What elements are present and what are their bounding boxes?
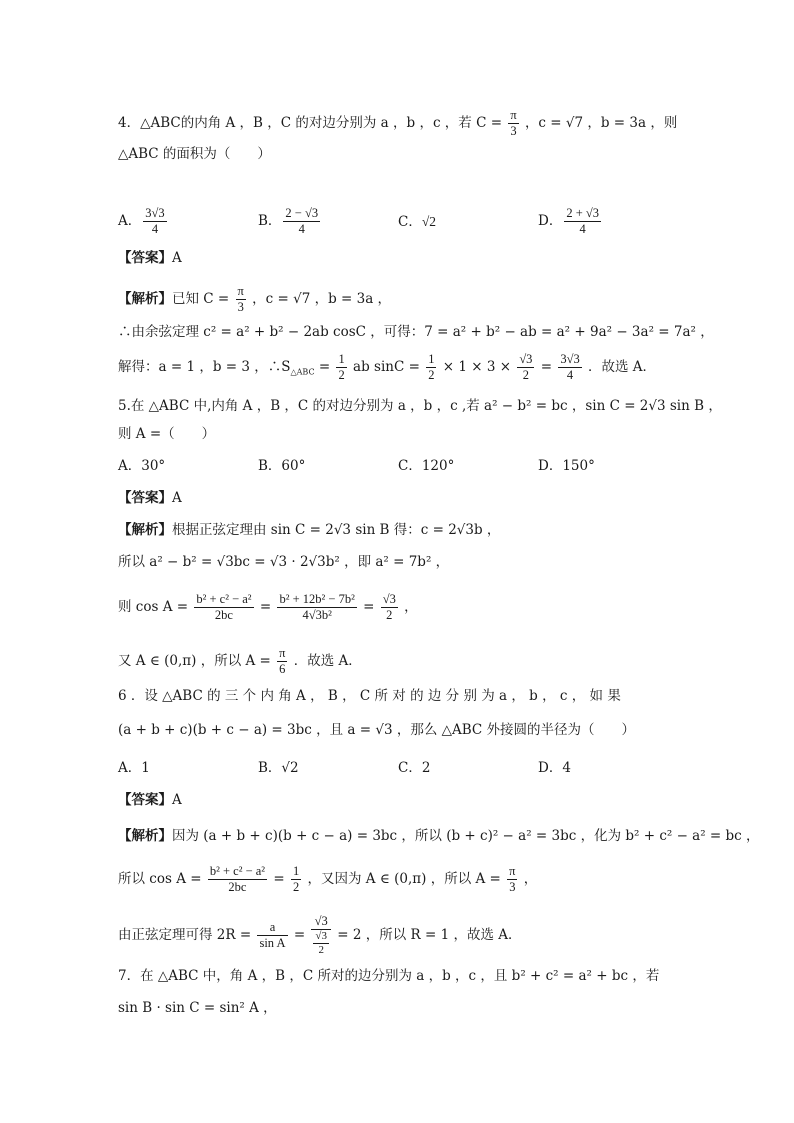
q5-stem-line2: 则 A =（ ） <box>118 426 216 442</box>
q6-option-d: D．4 <box>538 760 571 776</box>
q5-analysis-line4: 又 A ∈ (0,π) ，所以 A = $\frac{\pi}{6}$ ．故选 A． <box>118 646 362 676</box>
q4-option-d: D． $\frac{2 + √3}{4}$ <box>538 206 599 236</box>
q6-option-c: C．2 <box>398 760 431 776</box>
q7-stem-line2: sin B · sin C = sin² A ， <box>118 1000 277 1016</box>
q6-analysis-line1: 【解析】因为 (a + b + c)(b + c − a) = 3bc ，所以 (b + c)² − a² = 3bc ，化为 b² + c² − a² = bc ， <box>118 828 760 844</box>
q5-option-a: A．30° <box>118 458 166 474</box>
q5-option-b: B．60° <box>258 458 306 474</box>
q5-analysis-line2: 所以 a² − b² = √3bc = √3 · 2√3b² ，即 a² = 7b² ， <box>118 554 450 570</box>
q5-analysis-line1: 【解析】根据正弦定理由 sin C = 2√3 sin B 得：c = 2√3b ， <box>118 522 501 538</box>
q4-analysis-line3: 解得：a = 1 ，b = 3 ，$\therefore S_{\triangle ABC}$ = $\frac{1}{2}$ ab sinC = $\frac{1}{2}$ × 1 × 3 × $\frac{√3}{2}$ = $\frac{3√3}{4}$ ．故选 A． <box>118 352 657 382</box>
q4-stem-line2: △ABC 的面积为（ ） <box>118 146 271 162</box>
q4-analysis-line1: 【解析】已知 C = $\frac{\pi}{3}$ ，c = √7 ，b = 3a ， <box>118 284 392 314</box>
q4-stem-line1 <box>118 108 677 139</box>
q5-analysis-line3: 则 cos A = $\frac{\text{b² + c² − a²}}{2bc}$ = $\frac{\text{b² + 12b² − 7b²}}{\text{4√3b²}}$ = $\frac{√3}{2}$ ， <box>118 592 418 622</box>
q6-analysis-line3: 由正弦定理可得 2R = $\frac{a}{\text{sin A}}$ = $\frac{√3}{\frac{√3}{2}}$ = 2 ，所以 R = 1 ，故选 A． <box>118 914 522 956</box>
q5-option-d: D．150° <box>538 458 595 474</box>
q4-option-c: C．√2 <box>398 214 437 230</box>
q6-option-b: B．√2 <box>258 760 299 776</box>
q4-stem-text-2: ，c = √7 ，b = 3a ，则 <box>524 115 678 131</box>
q6-stem-line2: (a + b + c)(b + c − a) = 3bc ，且 a = √3 ，那么 △ABC 外接圆的半径为（ ） <box>118 722 636 738</box>
q6-option-a: A．1 <box>118 760 150 776</box>
q4-fraction-pi-3: $\frac{\pi}{3}$ <box>510 108 517 138</box>
q4-stem-text: 4．△ABC的内角 A ，B ，C 的对边分别为 a ，b ，c ，若 C = <box>118 115 503 131</box>
q7-stem-line1: 7．在 △ABC 中，角 A ，B ，C 所对的边分别为 a ，b ，c ，且 b² + c² = a² + bc ，若 <box>118 968 660 984</box>
q4-analysis-line2: ∴由余弦定理 c² = a² + b² − 2ab cosC ，可得：7 = a² + b² − ab = a² + 9a² − 3a² = 7a² ， <box>118 324 714 340</box>
q6-analysis-line2: 所以 cos A = $\frac{\text{b² + c² − a²}}{2bc}$ = $\frac{1}{2}$ ，又因为 A ∈ (0,π) ，所以 A = $\frac{\pi}{3}$ ， <box>118 864 538 894</box>
q6-stem-line1: 6 ．设 △ABC 的 三 个 内 角 A ， B ， C 所 对 的 边 分 别 为 a ， b ， c ， 如 果 <box>118 688 621 704</box>
q4-option-b: B． $\frac{2 - √3}{4}$ <box>258 206 319 236</box>
q4-answer: 【答案】A <box>118 250 182 266</box>
q5-option-c: C．120° <box>398 458 455 474</box>
q5-stem-line1: 5.在 △ABC 中,内角 A ，B ，C 的对边分别为 a ，b ，c ,若 a² − b² = bc ，sin C = 2√3 sin B ， <box>118 398 722 414</box>
q5-answer: 【答案】A <box>118 490 182 506</box>
q4-option-a: A． $\frac{3√3}{4}$ <box>118 206 165 236</box>
q6-answer: 【答案】A <box>118 792 182 808</box>
